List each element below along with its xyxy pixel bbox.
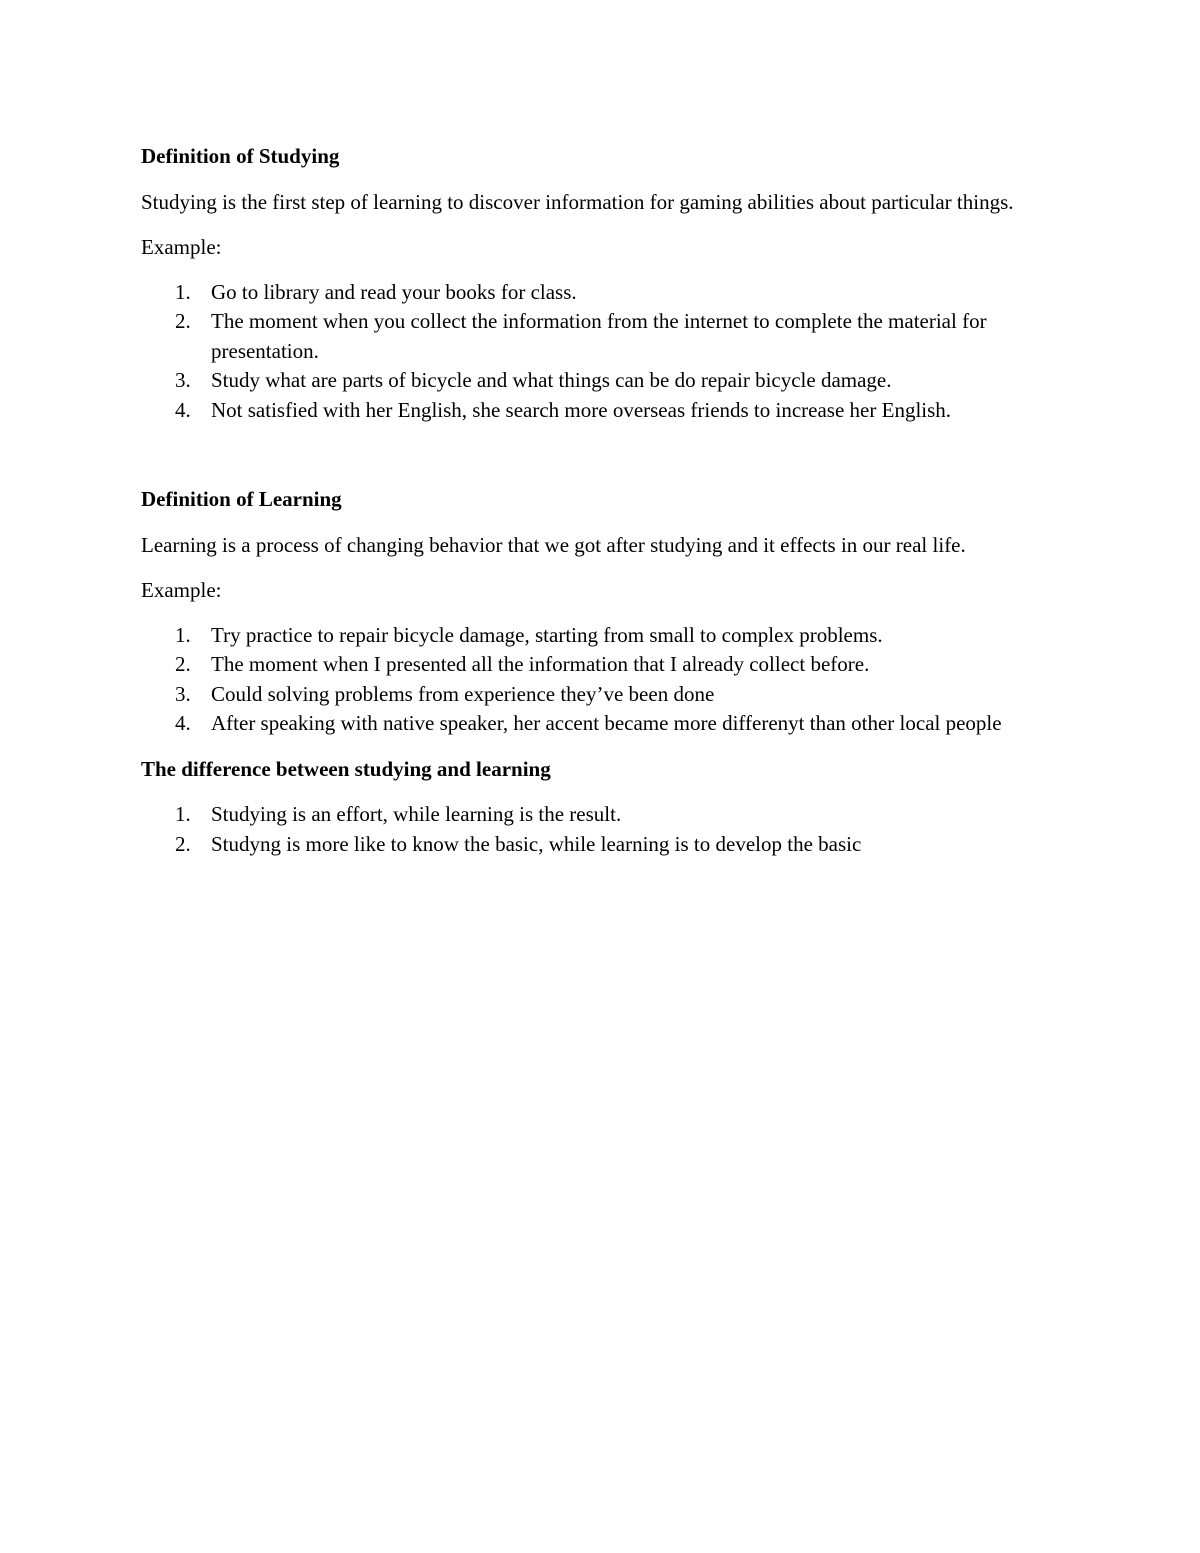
list-item	[141, 366, 1061, 396]
list-item-text: Studying is an effort, while learning is the result.	[211, 802, 622, 826]
list-item-text: Not satisfied with her English, she search more overseas friends to increase her English.	[211, 397, 952, 422]
list-number: 1.	[175, 802, 191, 826]
list-number: 2.	[175, 309, 191, 333]
list-item-text: After speaking with native speaker, her accent became more differenyt than other local people	[211, 711, 1002, 735]
list-item-text: The moment when you collect the information from the internet to complete the material for presentation.	[211, 309, 987, 363]
studying-heading: Definition of Studying	[141, 144, 340, 168]
list-number: 3.	[175, 681, 191, 706]
list-item	[141, 800, 1061, 830]
learning-example-list	[141, 621, 1061, 739]
list-item	[141, 709, 1061, 739]
list-item-text: Could solving problems from experience they’ve been done	[211, 681, 715, 706]
list-item	[141, 650, 1061, 680]
list-item	[141, 830, 1061, 860]
list-number: 4.	[175, 711, 191, 735]
list-item-text: Try practice to repair bicycle damage, starting from small to complex problems.	[211, 622, 883, 647]
list-number: 2.	[175, 831, 191, 856]
list-item-text: The moment when I presented all the information that I already collect before.	[211, 652, 870, 676]
list-item-text: Go to library and read your books for class.	[211, 279, 577, 304]
list-item	[141, 621, 1061, 651]
list-item-text: Studyng is more like to know the basic, while learning is to develop the basic	[211, 831, 862, 856]
list-number: 1.	[175, 279, 191, 304]
list-item-text: Study what are parts of bicycle and what things can be do repair bicycle damage.	[211, 368, 892, 392]
list-number: 2.	[175, 652, 191, 676]
section-spacer	[141, 425, 1061, 485]
list-number: 3.	[175, 368, 191, 392]
studying-example-list	[141, 278, 1061, 426]
studying-definition: Studying is the first step of learning to discover information for gaming abilities about particular things.	[141, 189, 1014, 214]
list-item	[141, 278, 1061, 308]
difference-heading: The difference between studying and learning	[141, 756, 551, 781]
list-item	[141, 396, 1061, 426]
difference-list	[141, 800, 1061, 859]
list-item	[141, 307, 1061, 366]
learning-example-label: Example:	[141, 578, 222, 602]
section-spacer	[141, 739, 1061, 755]
learning-heading: Definition of Learning	[141, 487, 342, 511]
learning-definition: Learning is a process of changing behavior that we got after studying and it effects in our real life.	[141, 532, 966, 557]
document-body	[141, 142, 1061, 859]
studying-example-label: Example:	[141, 235, 222, 259]
list-number: 1.	[175, 622, 191, 647]
list-number: 4.	[175, 397, 191, 422]
list-item	[141, 680, 1061, 710]
